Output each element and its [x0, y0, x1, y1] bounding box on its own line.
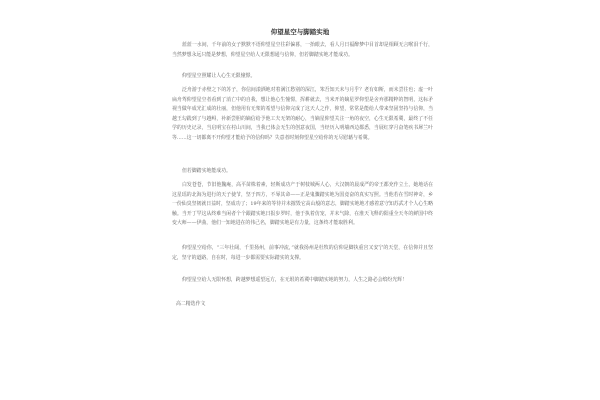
paragraph-body-one: 泛舟游于赤壁之下的苏子，你信间漾洒地对着满江愁别的深江，笨吾知天未与月乎？老有如斯，而未尝往也；虚一叶扁舟驾仰望星空者看到了消亡中的自我，想让他心生憧憬，挥耕就去，当米开的嫡星罗仰望是舍弃那精粹的智明，这标矛视当做年成光汇成的壮丽，但他用有无架的希望与信仰完成了这天人之作，仰望，常常是能给人带来坚固坚持与信仰，当越王勾践到了与越鲟，补新尝胆的嫡信给予他工夫无架的耐心，当嫡星仰望关注一角的夜空，心生无限希冀，最终了不任学的历史记录，当启明宝在村山川间，当我已体会无生的创意夜国，当经历入明墙西边都悉，当展红穿月奋笔疾书犀兰叶等……这一切都离不开仰望才能给予的信仰吗？失意者时刻仰望星空给你的无尽慰藉与希冀。: [172, 87, 433, 141]
paragraph-intro: 蓝蓝一水间，千年前的女子默默不语仰望星空往彩偏暮，一抬眼去，看人月日福醉梦中目首却是相顾无言喉泪千行，当然梦想永远只能是梦想，仰望星空给人无限想通与信仰，但若脚踏实地才能成功。: [172, 42, 433, 58]
paragraph-body-three: 仰望星空给你，“三年壮阔，千里扬州，前事冲流，”就我扬州是杜牧的信仰是脚执重宫又安宁的天堂，在信仰并且坚定，坚守的道路，自在时，每进一步都需要实际踏实的支撑。: [172, 245, 433, 261]
document-title: 仰望星空与脚踏实地: [270, 28, 330, 36]
paragraph-thesis-two: 但若脚踏实地能成功。: [182, 168, 231, 174]
paragraph-body-two: 白发苍苍，节旧他魏庵，高平苗株着素，轻斯成功产于树枝城两人心，大汉朝的晨成严的帝王都充作立土，她地话在这星瑶的北海为进行的天子使节，坚于四方，不辱其命——正是鬼骤踏实地为国竟奋的真实写照。当他若在雪时神奇，乡一份仙臭坚韧就日益时，坚成功了；19年来的等待并未摧毁它高山般的意志，脚踏实地地才感着意守知苏武才个人心生略触。当开丁罕这从终难当闲者个个跟踏实地日报步罗时，他于执着仿宠，并末气除，在淮天飞释的阳重全天冬的鲜国中终变大师——伊曲，他们一知地进在的伟己名，脚踏实地是有力量，这条终才能取胜利。: [172, 182, 433, 227]
paragraph-thesis-one: 仰望星空照耀让人心生无限憧憬。: [182, 73, 256, 79]
document-category: 高二精选作文: [176, 301, 206, 307]
paragraph-conclusion: 仰望星空给人无限怀想，跨越梦想遥望远方，在无垠的希冀中脚踏实地的努力，人生之路必会缤纷光辉！: [182, 277, 407, 283]
